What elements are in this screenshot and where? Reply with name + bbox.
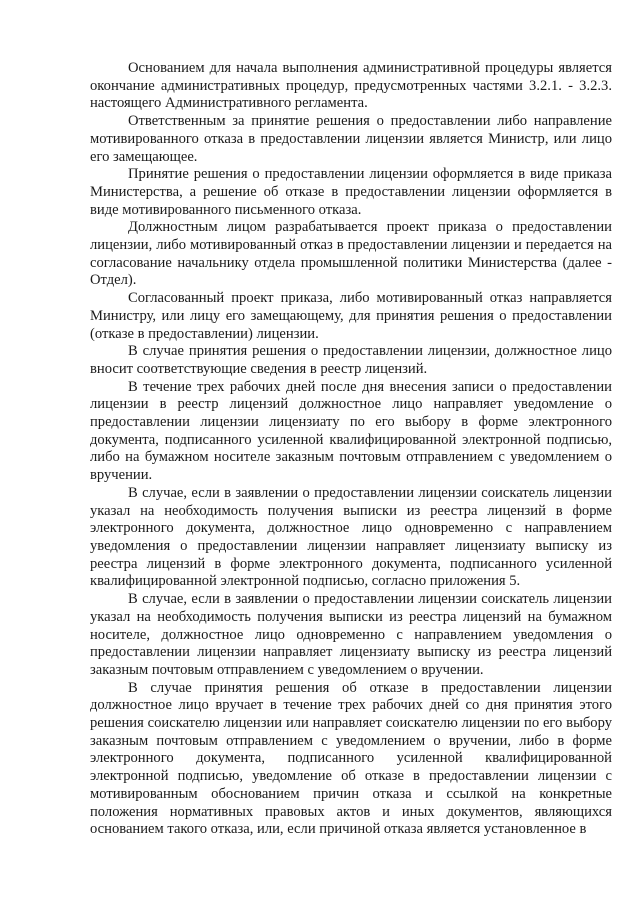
paragraph-electronic-extract: В случае, если в заявлении о предоставлении лицензии соискатель лицензии указал на необходимость получения выписки из реестра лицензий в форме электронного документа, должностное лицо одновременно с направлением уведомления о предоставлении лицензии направляет лицензиату выписку из реестра лицензий в форме электронного документа, подписанного усиленной квалифицированной электронной подписью, согласно приложения 5. (90, 484, 612, 590)
paragraph-decision-form: Принятие решения о предоставлении лицензии оформляется в виде приказа Министерства, а решение об отказе в предоставлении лицензии оформляется в виде мотивированного письменного отказа. (90, 166, 612, 218)
paragraph-refusal: В случае принятия решения об отказе в предоставлении лицензии должностное лицо вручает в течение трех рабочих дней со дня принятия этого решения соискателю лицензии или направляет соискателю лицензии по его выбору заказным почтовым отправлением с уведомлением о вручении, либо в форме электронного документа, подписанного усиленной квалифицированной электронной подписью, уведомление об отказе в предоставлении лицензии с мотивированным обоснованием причин отказа и ссылкой на конкретные положения нормативных правовых актов и иных документов, являющихся основанием такого отказа, или, если причиной отказа является установленное в (90, 679, 612, 838)
paragraph-paper-extract: В случае, если в заявлении о предоставлении лицензии соискатель лицензии указал на необходимость получения выписки из реестра лицензий на бумажном носителе, должностное лицо одновременно с направлением уведомления о предоставлении лицензии направляет лицензиату выписку из реестра лицензий заказным почтовым отправлением с уведомлением о вручении. (90, 591, 612, 678)
paragraph-draft-preparation: Должностным лицом разрабатывается проект приказа о предоставлении лицензии, либо мотивированный отказ в предоставлении лицензии и передается на согласование начальнику отдела промышленной политики Министерства (далее - Отдел). (90, 219, 612, 289)
paragraph-procedure-basis: Основанием для начала выполнения административной процедуры является окончание административных процедур, предусмотренных частями 3.2.1. - 3.2.3. настоящего Административного регламента. (90, 60, 612, 112)
paragraph-responsible-person: Ответственным за принятие решения о предоставлении либо направление мотивированного отказа в предоставлении лицензии является Министр, или лицо его замещающее. (90, 113, 612, 165)
paragraph-notification: В течение трех рабочих дней после дня внесения записи о предоставлении лицензии в реестр лицензий должностное лицо направляет уведомление о предоставлении лицензии лицензиату по его выбору в форме электронного документа, подписанного усиленной квалифицированной электронной подписью, либо на бумажном носителе заказным почтовым отправлением с уведомлением о вручении. (90, 378, 612, 484)
paragraph-draft-approval: Согласованный проект приказа, либо мотивированный отказ направляется Министру, или лицу его замещающему, для принятия решения о предоставлении (отказе в предоставлении) лицензии. (90, 290, 612, 342)
document-page (90, 60, 612, 839)
paragraph-registry-entry: В случае принятия решения о предоставлении лицензии, должностное лицо вносит соответствующие сведения в реестр лицензий. (90, 343, 612, 377)
